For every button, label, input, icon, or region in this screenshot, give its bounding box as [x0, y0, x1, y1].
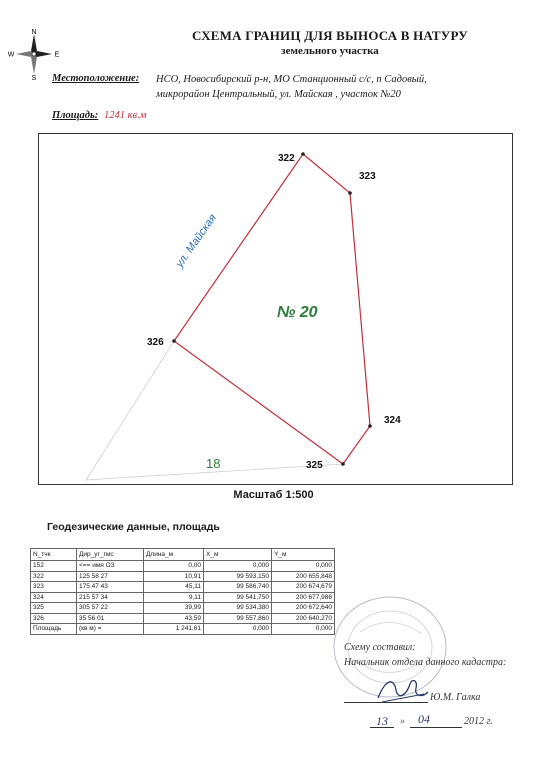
- table-cell: 200 672,640: [272, 603, 335, 614]
- table-cell: 10,91: [144, 571, 204, 582]
- table-cell: 125 58 27: [77, 571, 144, 582]
- table-cell: 326: [31, 613, 77, 624]
- table-cell: 0,00: [144, 561, 204, 572]
- table-cell: 152: [31, 561, 77, 572]
- table-row: [31, 571, 335, 582]
- table-cell: 200 655,848: [272, 571, 335, 582]
- table-row: [31, 603, 335, 614]
- table-cell: 305 57 22: [77, 603, 144, 614]
- vertex-322: [301, 152, 305, 156]
- vertex-325: [341, 462, 345, 466]
- table-cell: 99 586,740: [204, 582, 272, 593]
- table-cell: 99 593,150: [204, 571, 272, 582]
- table-row: [31, 592, 335, 603]
- point-label-323: 323: [359, 171, 376, 182]
- vertex-324: [368, 424, 372, 428]
- table-cell: 35 56 01: [77, 613, 144, 624]
- compass-e: E: [54, 51, 60, 59]
- table-cell: 200 674,679: [272, 582, 335, 593]
- table-cell: <== имя ОЗ: [77, 561, 144, 572]
- point-label-322: 322: [278, 153, 295, 164]
- table-cell: 175 47 43: [77, 582, 144, 593]
- table-cell: 0,000: [204, 561, 272, 572]
- scale-label: Масштаб 1:500: [233, 489, 314, 501]
- compass-w: W: [8, 51, 15, 59]
- table-cell: (кв м) =: [77, 624, 144, 635]
- table-cell: 324: [31, 592, 77, 603]
- table-cell: 9,11: [144, 592, 204, 603]
- table-cell: 43,59: [144, 613, 204, 624]
- table-cell: 323: [31, 582, 77, 593]
- table-cell: 200 677,986: [272, 592, 335, 603]
- date-day: 13: [376, 714, 388, 728]
- location-line-1: НСО, Новосибирский р-н, МО Станционный с/с, п Садовый,: [156, 74, 427, 85]
- table-header-row: [31, 549, 335, 561]
- handwritten-signature: [372, 672, 432, 706]
- table-cell: 215 57 34: [77, 592, 144, 603]
- signer-name: Ю.М. Галка: [430, 692, 481, 703]
- column-header: Y_м: [272, 549, 335, 561]
- column-header: Длина_м: [144, 549, 204, 561]
- date-month-line: [410, 727, 462, 728]
- date-month: 04: [418, 712, 430, 726]
- column-header: X_м: [204, 549, 272, 561]
- table-row: [31, 582, 335, 593]
- parcel-boundary: [174, 154, 370, 464]
- neighbor-boundary: [86, 341, 174, 480]
- area-label: Площадь:: [52, 110, 99, 121]
- table-row: [31, 613, 335, 624]
- geodesic-title: Геодезические данные, площадь: [47, 521, 220, 533]
- vertex-323: [348, 191, 352, 195]
- vertex-326: [172, 339, 176, 343]
- point-label-325: 325: [306, 460, 323, 471]
- date-open-quote: »: [400, 716, 405, 727]
- table-row: [31, 561, 335, 572]
- table-cell: 39,99: [144, 603, 204, 614]
- table-cell: 322: [31, 571, 77, 582]
- table-cell: Площадь: [31, 624, 77, 635]
- parcel-plan: [38, 133, 513, 485]
- parcel-number-label: № 20: [277, 304, 318, 321]
- date-year: 2012 г.: [464, 716, 493, 727]
- location-line-2: микрорайон Центральный, ул. Майская , участок №20: [156, 89, 401, 100]
- position-label: Начальник отдела данного кадастра:: [344, 657, 507, 668]
- point-label-324: 324: [384, 415, 401, 426]
- location-label: Местоположение:: [52, 73, 140, 84]
- geodesic-table: [30, 548, 335, 635]
- compiled-by-label: Схему составил:: [344, 642, 416, 653]
- date-day-line: [370, 727, 394, 728]
- compass-n: N: [31, 29, 37, 36]
- table-cell: 0,000: [272, 561, 335, 572]
- column-header: Дир_уг_гмс: [77, 549, 144, 561]
- table-cell: 200 640,270: [272, 613, 335, 624]
- table-cell: 45,11: [144, 582, 204, 593]
- column-header: N_тчк: [31, 549, 77, 561]
- page-subtitle: земельного участка: [281, 45, 379, 57]
- compass-s: S: [31, 75, 37, 80]
- table-cell: 99 534,380: [204, 603, 272, 614]
- table-cell: 99 557,860: [204, 613, 272, 624]
- table-cell: 325: [31, 603, 77, 614]
- table-footer-row: [31, 624, 335, 635]
- table-cell: 0,000: [204, 624, 272, 635]
- point-label-326: 326: [147, 337, 164, 348]
- table-cell: 1 241,61: [144, 624, 204, 635]
- street-label: ул. Майская: [173, 212, 219, 270]
- page-title: СХЕМА ГРАНИЦ ДЛЯ ВЫНОСА В НАТУРУ: [191, 28, 469, 43]
- neighbor-parcel-label: 18: [206, 456, 221, 471]
- area-value: 1241 кв.м: [104, 110, 147, 121]
- table-cell: 0,000: [272, 624, 335, 635]
- table-cell: 99 541,750: [204, 592, 272, 603]
